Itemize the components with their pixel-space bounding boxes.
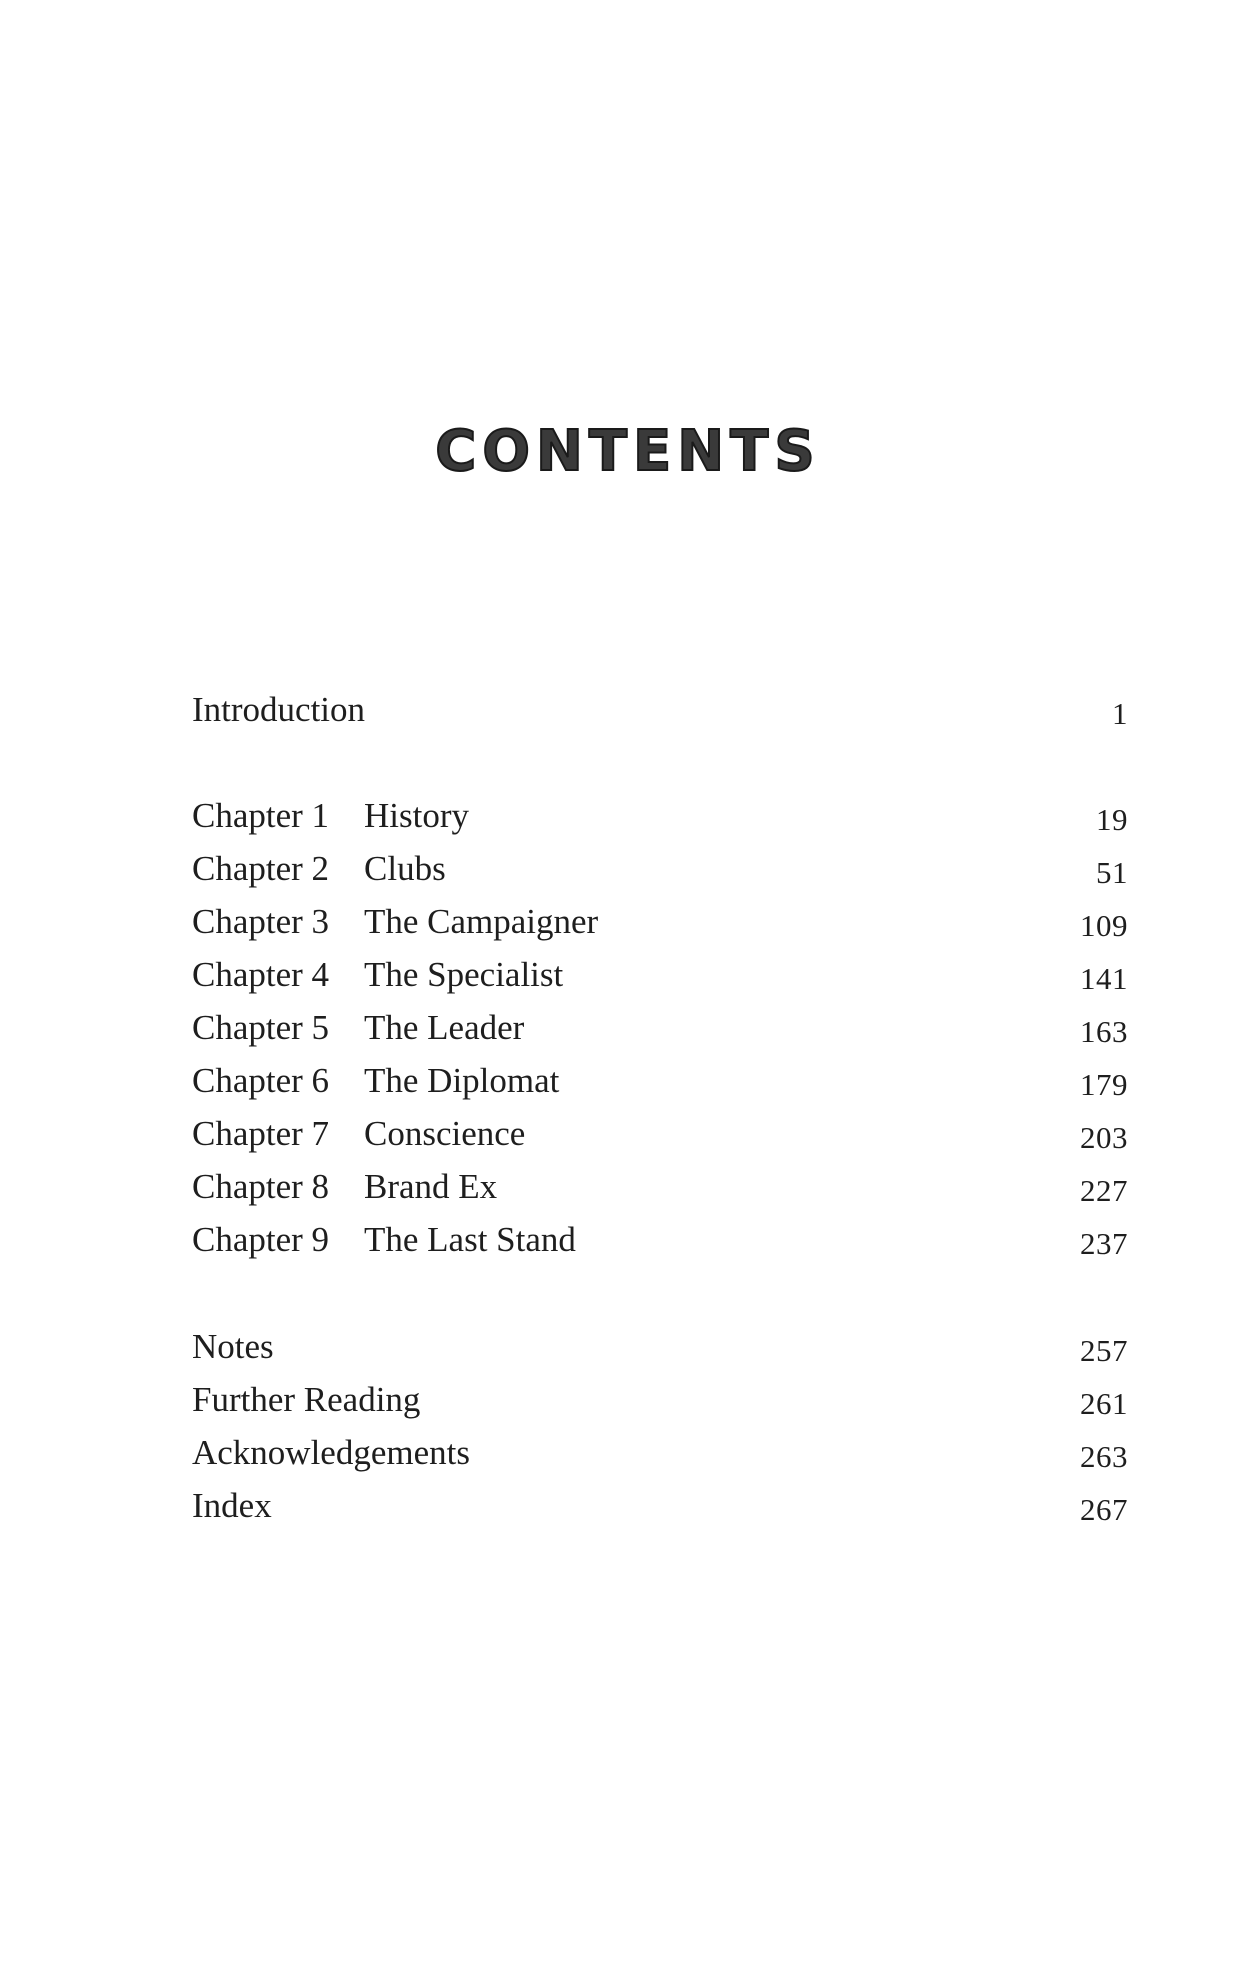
entry-label: Further Reading [192, 1380, 421, 1419]
page-number: 163 [1080, 1014, 1128, 1049]
toc-entry-index[interactable] [192, 1481, 1128, 1531]
chapter-number: Chapter 2 [192, 849, 330, 888]
chapter-title: History [364, 796, 469, 835]
page-number: 267 [1080, 1492, 1128, 1527]
page-number: 237 [1080, 1226, 1128, 1261]
chapter-number: Chapter 3 [192, 902, 330, 941]
toc-entry-notes[interactable] [192, 1322, 1128, 1372]
chapter-title: The Leader [364, 1008, 525, 1047]
chapter-title: Conscience [364, 1114, 526, 1153]
chapter-title: The Campaigner [364, 902, 599, 941]
chapter-number: Chapter 6 [192, 1061, 330, 1100]
toc-entry-acknowledgements[interactable] [192, 1428, 1128, 1478]
page-number: 19 [1096, 802, 1128, 837]
page-number: 1 [1112, 696, 1128, 731]
toc-entry-chapter[interactable] [192, 844, 1128, 894]
toc-entry-chapter[interactable] [192, 1003, 1128, 1053]
entry-label: Introduction [192, 690, 366, 729]
toc-entry-introduction[interactable] [192, 685, 1128, 735]
entry-label: Acknowledgements [192, 1433, 470, 1472]
toc-entry-chapter[interactable] [192, 1162, 1128, 1212]
entry-label: Index [192, 1486, 272, 1525]
toc-entry-chapter[interactable] [192, 1056, 1128, 1106]
chapter-title: The Diplomat [364, 1061, 560, 1100]
page-number: 203 [1080, 1120, 1128, 1155]
chapter-number: Chapter 8 [192, 1167, 330, 1206]
page-number: 179 [1080, 1067, 1128, 1102]
page-number: 261 [1080, 1386, 1128, 1421]
toc-entry-chapter[interactable] [192, 1215, 1128, 1265]
page-number: 227 [1080, 1173, 1128, 1208]
page-number: 263 [1080, 1439, 1128, 1474]
page-title: CONTENTS [435, 419, 821, 484]
chapter-number: Chapter 4 [192, 955, 330, 994]
toc-entry-chapter[interactable] [192, 1109, 1128, 1159]
chapter-title: The Last Stand [364, 1220, 576, 1259]
chapter-number: Chapter 7 [192, 1114, 330, 1153]
chapter-title: The Specialist [364, 955, 564, 994]
toc-entry-further-reading[interactable] [192, 1375, 1128, 1425]
entry-label: Notes [192, 1327, 274, 1366]
toc-entry-chapter[interactable] [192, 897, 1128, 947]
chapter-number: Chapter 5 [192, 1008, 330, 1047]
page-number: 51 [1096, 855, 1128, 890]
chapter-number: Chapter 9 [192, 1220, 330, 1259]
toc-entry-chapter[interactable] [192, 791, 1128, 841]
page-number: 109 [1080, 908, 1128, 943]
chapter-title: Clubs [364, 849, 446, 888]
page-number: 141 [1080, 961, 1128, 996]
chapter-title: Brand Ex [364, 1167, 498, 1206]
toc-entry-chapter[interactable] [192, 950, 1128, 1000]
chapter-number: Chapter 1 [192, 796, 330, 835]
page-number: 257 [1080, 1333, 1128, 1368]
